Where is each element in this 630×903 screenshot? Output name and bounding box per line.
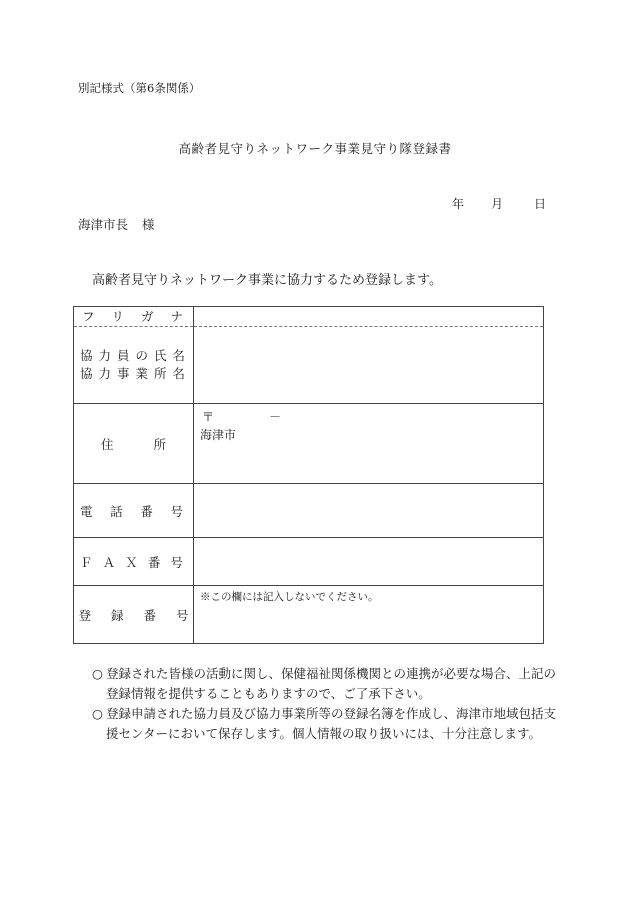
address-row: [74, 404, 544, 484]
circle-bullet-icon: ○: [92, 706, 103, 721]
registration-table: [73, 306, 544, 644]
addressee: [78, 215, 155, 233]
note-text: 登録された皆様の活動に関し、保健福祉関係機関との連携が必要な場合、上記の登録情報を提供することもありますので、ご了承下さい。: [106, 666, 557, 701]
notes-list: [92, 664, 562, 744]
furigana-field[interactable]: [194, 307, 544, 327]
phone-label: 電 話 番 号: [74, 484, 194, 538]
fax-row: [74, 538, 544, 586]
date-year-label: 年: [452, 197, 465, 211]
furigana-label: フ リ ガ ナ: [74, 307, 194, 327]
date-day-label: 日: [534, 197, 547, 211]
addressee-name: 海津市長: [78, 217, 129, 232]
phone-row: [74, 484, 544, 538]
form-reference: 別記様式（第6条関係）: [78, 81, 201, 95]
note-item: [92, 664, 562, 704]
note-item: [92, 704, 562, 744]
name-row: [74, 327, 544, 404]
address-field[interactable]: [194, 404, 544, 484]
name-field[interactable]: [194, 327, 544, 404]
furigana-row: [74, 307, 544, 327]
postal-code-line: [200, 408, 537, 426]
intro-statement: 高齢者見守りネットワーク事業に協力するため登録します。: [92, 273, 442, 288]
registration-number-field: [194, 586, 544, 644]
note-text: 登録申請された協力員及び協力事業所等の登録名簿を作成し、海津市地域包括支援センターにおいて保存します。個人情報の取り扱いには、十分注意します。: [106, 706, 557, 741]
registration-number-label: 登 録 番 号: [74, 586, 194, 644]
postal-mark: 〒: [202, 410, 215, 424]
fax-label: Ｆ Ａ Ｘ 番 号: [74, 538, 194, 586]
date-month-label: 月: [491, 197, 504, 211]
fax-field[interactable]: [194, 538, 544, 586]
circle-bullet-icon: ○: [92, 666, 103, 681]
address-label: 住 所: [74, 404, 194, 484]
city-prefill: 海津市: [200, 428, 237, 442]
name-label-line1: 協 力 員 の 氏 名: [80, 348, 185, 363]
document-title: 高齢者見守りネットワーク事業見守り隊登録書: [178, 141, 452, 156]
name-label-line2: 協 力 事 業 所 名: [80, 366, 185, 381]
name-label: [74, 327, 194, 404]
postal-dash: －: [269, 410, 282, 424]
registration-number-row: [74, 586, 544, 644]
phone-field[interactable]: [194, 484, 544, 538]
registration-number-note: ※この欄には記入しないでください。: [200, 591, 379, 603]
addressee-honorific: 様: [142, 217, 155, 232]
